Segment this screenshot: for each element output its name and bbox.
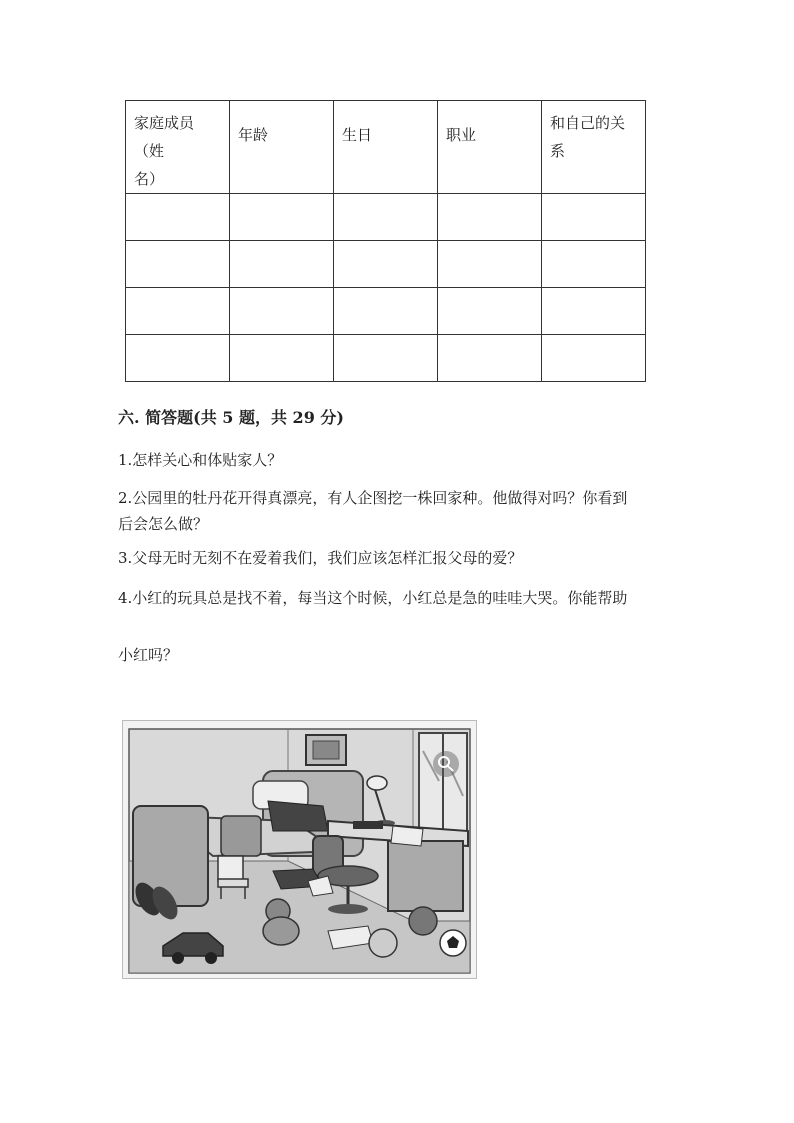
question-3 <box>118 545 678 571</box>
table-cell[interactable] <box>542 194 646 241</box>
table-cell[interactable] <box>230 288 334 335</box>
messy-bedroom-illustration <box>122 720 477 979</box>
table-row <box>126 335 646 382</box>
header-line: 家庭成员（姓 <box>134 114 195 160</box>
table-cell[interactable] <box>438 335 542 382</box>
table-cell[interactable] <box>542 241 646 288</box>
question-line: 小红吗？ <box>118 646 179 664</box>
table-row <box>126 288 646 335</box>
table-row <box>126 241 646 288</box>
bedroom-drawing <box>123 721 476 978</box>
table-cell[interactable] <box>334 241 438 288</box>
header-line: 年龄 <box>238 126 269 144</box>
question-4-continued <box>118 642 678 668</box>
header-cell-birthday <box>334 101 438 194</box>
table-cell[interactable] <box>334 194 438 241</box>
question-line: 3.父母无时无刻不在爱着我们，我们应该怎样汇报父母的爱？ <box>118 549 523 567</box>
question-1 <box>118 447 678 473</box>
question-line: 1.怎样关心和体贴家人？ <box>118 451 283 469</box>
table-cell[interactable] <box>438 288 542 335</box>
table-cell[interactable] <box>230 335 334 382</box>
header-cell-relation <box>542 101 646 194</box>
question-4 <box>118 585 678 611</box>
header-cell-age <box>230 101 334 194</box>
table-cell[interactable] <box>334 335 438 382</box>
question-line: 4.小红的玩具总是找不着，每当这个时候，小红总是急的哇哇大哭。你能帮助 <box>118 589 628 607</box>
header-cell-name <box>126 101 230 194</box>
table-cell[interactable] <box>542 288 646 335</box>
section-title: 六. 简答题(共 5 题，共 29 分) <box>118 408 344 427</box>
table-cell[interactable] <box>126 194 230 241</box>
table-cell[interactable] <box>126 241 230 288</box>
header-line: 生日 <box>342 126 373 144</box>
table-cell[interactable] <box>126 288 230 335</box>
header-line: 职业 <box>446 126 477 144</box>
table-cell[interactable] <box>438 194 542 241</box>
magnifier-icon[interactable] <box>433 751 459 777</box>
header-line: 和自己的关 <box>550 114 626 132</box>
table-cell[interactable] <box>230 194 334 241</box>
table-cell[interactable] <box>438 241 542 288</box>
question-line: 2.公园里的牡丹花开得真漂亮，有人企图挖一株回家种。他做得对吗？你看到 <box>118 489 628 507</box>
table-row <box>126 194 646 241</box>
family-members-table <box>125 100 646 382</box>
table-cell[interactable] <box>334 288 438 335</box>
question-line: 后会怎么做？ <box>118 515 209 533</box>
table-cell[interactable] <box>126 335 230 382</box>
table-header-row <box>126 101 646 194</box>
header-cell-occupation <box>438 101 542 194</box>
table-cell[interactable] <box>230 241 334 288</box>
question-2 <box>118 485 678 537</box>
header-line: 名） <box>134 170 165 188</box>
table-cell[interactable] <box>542 335 646 382</box>
header-line: 系 <box>550 142 566 160</box>
